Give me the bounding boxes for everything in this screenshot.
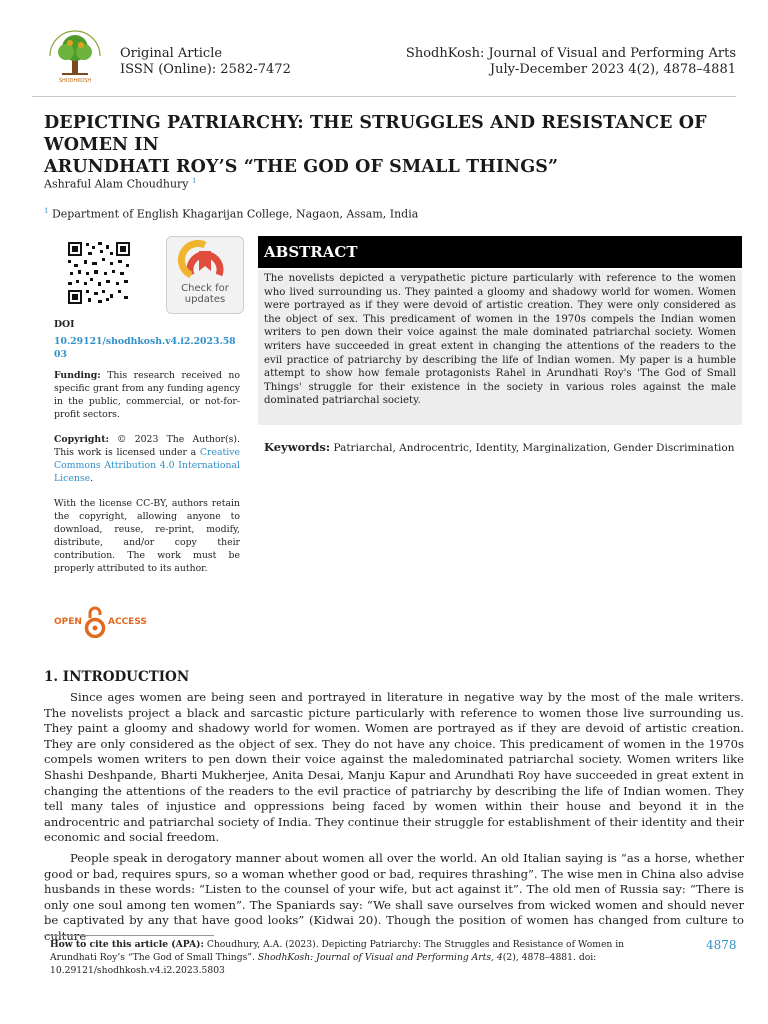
citation-label: How to cite this article (APA): xyxy=(50,939,204,950)
author-sup[interactable]: 1 xyxy=(192,177,197,185)
article-meta xyxy=(120,46,291,78)
open-lock-icon xyxy=(84,606,106,638)
bookmark-icon xyxy=(167,237,243,283)
funding-label: Funding: xyxy=(54,370,101,381)
copyright-label: Copyright: xyxy=(54,434,109,445)
header-divider xyxy=(32,96,736,97)
funding-text: This research received no specific grant from any funding agency in the public, commercial, or not-for-profit sectors. xyxy=(54,370,240,420)
affil-sup: 1 xyxy=(44,207,49,215)
check-for-updates-button[interactable]: Check for updates xyxy=(166,236,244,314)
journal-name: ShodhKosh: Journal of Visual and Performing Arts xyxy=(405,46,736,61)
paragraph: Since ages women are being seen and portrayed in literature in negative way by the most of the male writers. The novelists project a black and sarcastic picture particularly with reference to women those live surrounding us. They paint a gloomy and shadowy world for women. Women are portrayed as if they are devoid of artistic creation. They are only considered as the object of sex. They do not have any choice. This predicament of women in the 1970s compels women writers to pen down their voice against the maledominated patriarchal society. Women writers like Shashi Deshpande, Bharti Mukherjee, Anita Desai, Manju Kapur and Arundhati Roy have succeeded in great extent in changing the attentions of the readers to the evil practice of patriarchy by describing the life of Indian women. They tell many tales of injustice and oppressions being faced by women within their house and beyond it in the androcentric and patriarchal society of India. They continue their struggle for establishment of their identity and their economic and social freedom. xyxy=(44,690,744,845)
author-name: Ashraful Alam Choudhury xyxy=(44,177,189,191)
copyright-block: Copyright: © 2023 The Author(s). This work is licensed under a Creative Commons Attribution 4.0 International License. xyxy=(54,434,240,484)
abstract-text: The novelists depicted a verypathetic picture particularly with reference to the women who lived surrounding us. They painted a gloomy and shadowy world for women. Women were portrayed as if they were devoid of artistic creation. They were only considered as the object of sex. This predicament of women in the 1970s compels the Indian women writers to pen down their voice against the male dominated patriarchal society. Women writers have succeeded in great extent in changing the attentions of the readers to the evil practice of patriarchy by describing the life of Indian women. My paper is a humble attempt to show how female protagonists Rahel in Arundhati Roy's 'The God of Small Things' struggle for their existence in the society in various roles against the male dominated patriarchal society. xyxy=(258,270,742,425)
access-label: ACCESS xyxy=(108,617,147,627)
affiliation: $^1$ Department of English Khagarijan College, Nagaon, Assam, India xyxy=(44,207,419,221)
introduction-body xyxy=(44,690,744,950)
abstract-heading: ABSTRACT xyxy=(258,236,742,268)
footer-divider xyxy=(44,935,214,936)
paragraph: People speak in derogatory manner about women all over the world. An old Italian saying is “as a horse, whether good or bad, requires spurs, so a woman whether good or bad, requires thrashing”. The wise men in China also advise husbands in these words: “Listen to the counsel of your wife, but act against it”. The old men of Russia say: “There is only one soul among ten women”. The Spaniards say: “We shall save ourselves from wicked women and should never be captivated by any that have good looks” (Kidwai 20). Though the position of women has changed from culture to xyxy=(44,850,744,928)
keywords-list: Patriarchal, Androcentric, Identity, Marginalization, Gender Discrimination xyxy=(333,442,735,454)
doi-block xyxy=(54,318,240,361)
funding-block xyxy=(54,369,240,421)
license-note: With the license CC-BY, authors retain the copyright, allowing anyone to download, reuse, re-print, modify, distribute, and/or copy their contribution. The work must be properly attributed to its author. xyxy=(54,498,240,574)
keywords-label: Keywords: xyxy=(264,440,331,454)
article-title: DEPICTING PATRIARCHY: THE STRUGGLES AND RESISTANCE OF WOMEN IN ARUNDHATI ROY’S “THE GOD OF SMALL THINGS” xyxy=(44,113,707,177)
open-access-badge xyxy=(54,606,150,640)
svg-text:SHODHKOSH: SHODHKOSH xyxy=(58,78,92,84)
qr-code xyxy=(66,240,132,306)
citation: How to cite this article (APA): Choudhury, A.A. (2023). Depicting Patriarchy: The Struggles and Resistance of Women in Arundhati Roy’s “The God of Small Things”. ShodhKosh: Journal of Visual and Performing Arts, 4(2), 4878–4881. doi: 10.29121/shodhkosh.v4.i2.2023.5803 xyxy=(50,939,625,976)
issn: ISSN (Online): 2582-7472 xyxy=(120,62,291,77)
open-label: OPEN xyxy=(54,617,82,627)
journal-logo xyxy=(40,26,110,84)
copyright-text: © 2023 The Author(s). This work is licensed under a xyxy=(54,434,240,458)
page-number: 4878 xyxy=(706,938,737,952)
license-link[interactable]: Creative Commons Attribution 4.0 International License xyxy=(54,447,240,484)
section-heading: 1. INTRODUCTION xyxy=(44,669,190,685)
journal-issue: July-December 2023 4(2), 4878–4881 xyxy=(489,62,736,77)
article-type: Original Article xyxy=(120,46,223,61)
journal-meta xyxy=(406,46,736,78)
doi-link[interactable]: 10.29121/shodhkosh.v4.i2.2023.5803 xyxy=(54,336,236,360)
doi-label: DOI xyxy=(54,319,75,330)
keywords xyxy=(264,440,740,455)
author xyxy=(44,177,196,191)
